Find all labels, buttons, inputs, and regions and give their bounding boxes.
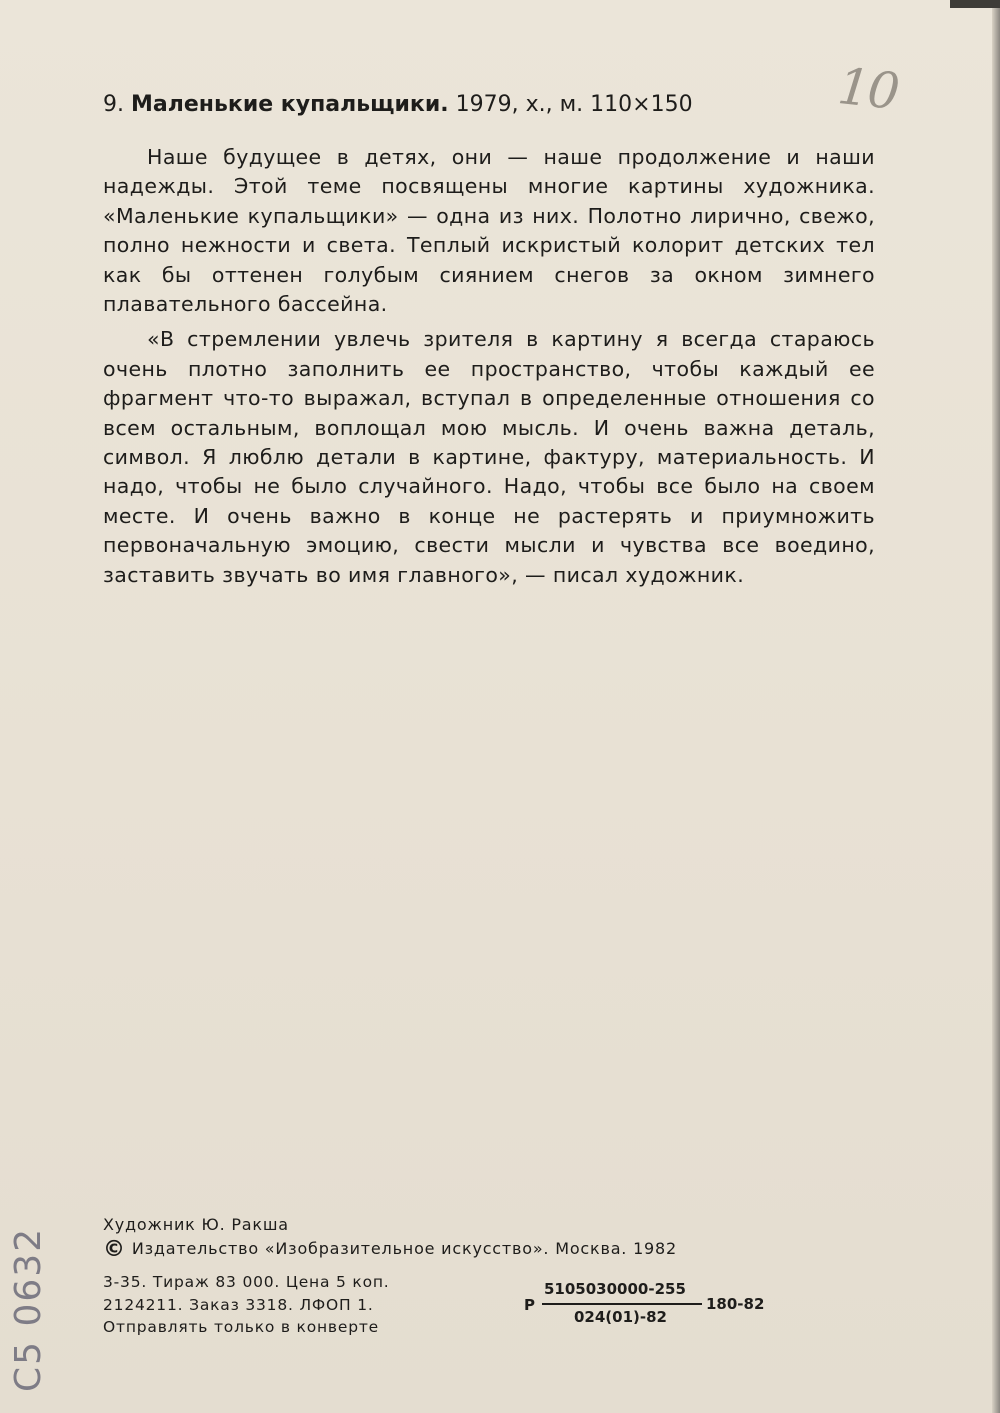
artist-credit: Художник Ю. Ракша [103, 1215, 289, 1234]
catalog-index-code [524, 1278, 784, 1338]
card-corner-dark [950, 0, 1000, 8]
card-edge-shadow [992, 0, 1000, 1413]
handwritten-page-number: 10 [835, 57, 901, 121]
paragraph-intro: Наше будущее в детях, они — наше продолжение и наши надежды. Этой теме посвящены многие картины художника. «Маленькие купальщики» — одна из них. Полотно лирично, свежо, полно нежности и света. Теплый искристый колорит детских тел как бы оттенен голубым сиянием снегов за окном зимнего плавательного бассейна. [103, 145, 875, 317]
publisher-line [103, 1237, 803, 1262]
artwork-entry [103, 89, 883, 121]
imprint-line-2: 2124211. Заказ 3318. ЛФОП 1. [103, 1295, 374, 1314]
index-suffix: 180-82 [706, 1295, 765, 1313]
index-prefix: Р [524, 1296, 535, 1314]
inventory-number-stamp: C5 0632 [8, 1226, 49, 1392]
publisher-text: Издательство «Изобразительное искусство». Москва. 1982 [131, 1239, 677, 1258]
entry-number: 9. [103, 92, 124, 117]
copyright-icon: © [103, 1237, 126, 1262]
imprint-block [103, 1271, 390, 1339]
imprint-line-3: Отправлять только в конверте [103, 1318, 380, 1336]
index-denominator: 024(01)-82 [574, 1308, 667, 1326]
index-numerator: 5105030000-255 [544, 1280, 686, 1298]
imprint-line-1: 3-35. Тираж 83 000. Цена 5 коп. [103, 1273, 390, 1291]
fraction-rule [542, 1303, 702, 1305]
artwork-title: Маленькие купальщики. [131, 92, 449, 117]
paragraph-quote: «В стремлении увлечь зрителя в картину я всегда стараюсь очень плотно заполнить ее пространство, чтобы каждый ее фрагмент что-то выражал, вступал в определенные отношения со всем остальным, воплощал мою мысль. И очень важна деталь, символ. Я люблю детали в картине, фактуру, материальность. И надо, чтобы не было случайного. Надо, чтобы все было на своем месте. И очень важно в конце не растерять и приумножить первоначальную эмоцию, свести мысли и чувства все воедино, заставить звучать во имя главного», — писал художник. [103, 327, 875, 587]
credits-block [103, 1213, 803, 1262]
artwork-details: 1979, х., м. 110×150 [455, 92, 693, 117]
description-text [103, 143, 875, 596]
